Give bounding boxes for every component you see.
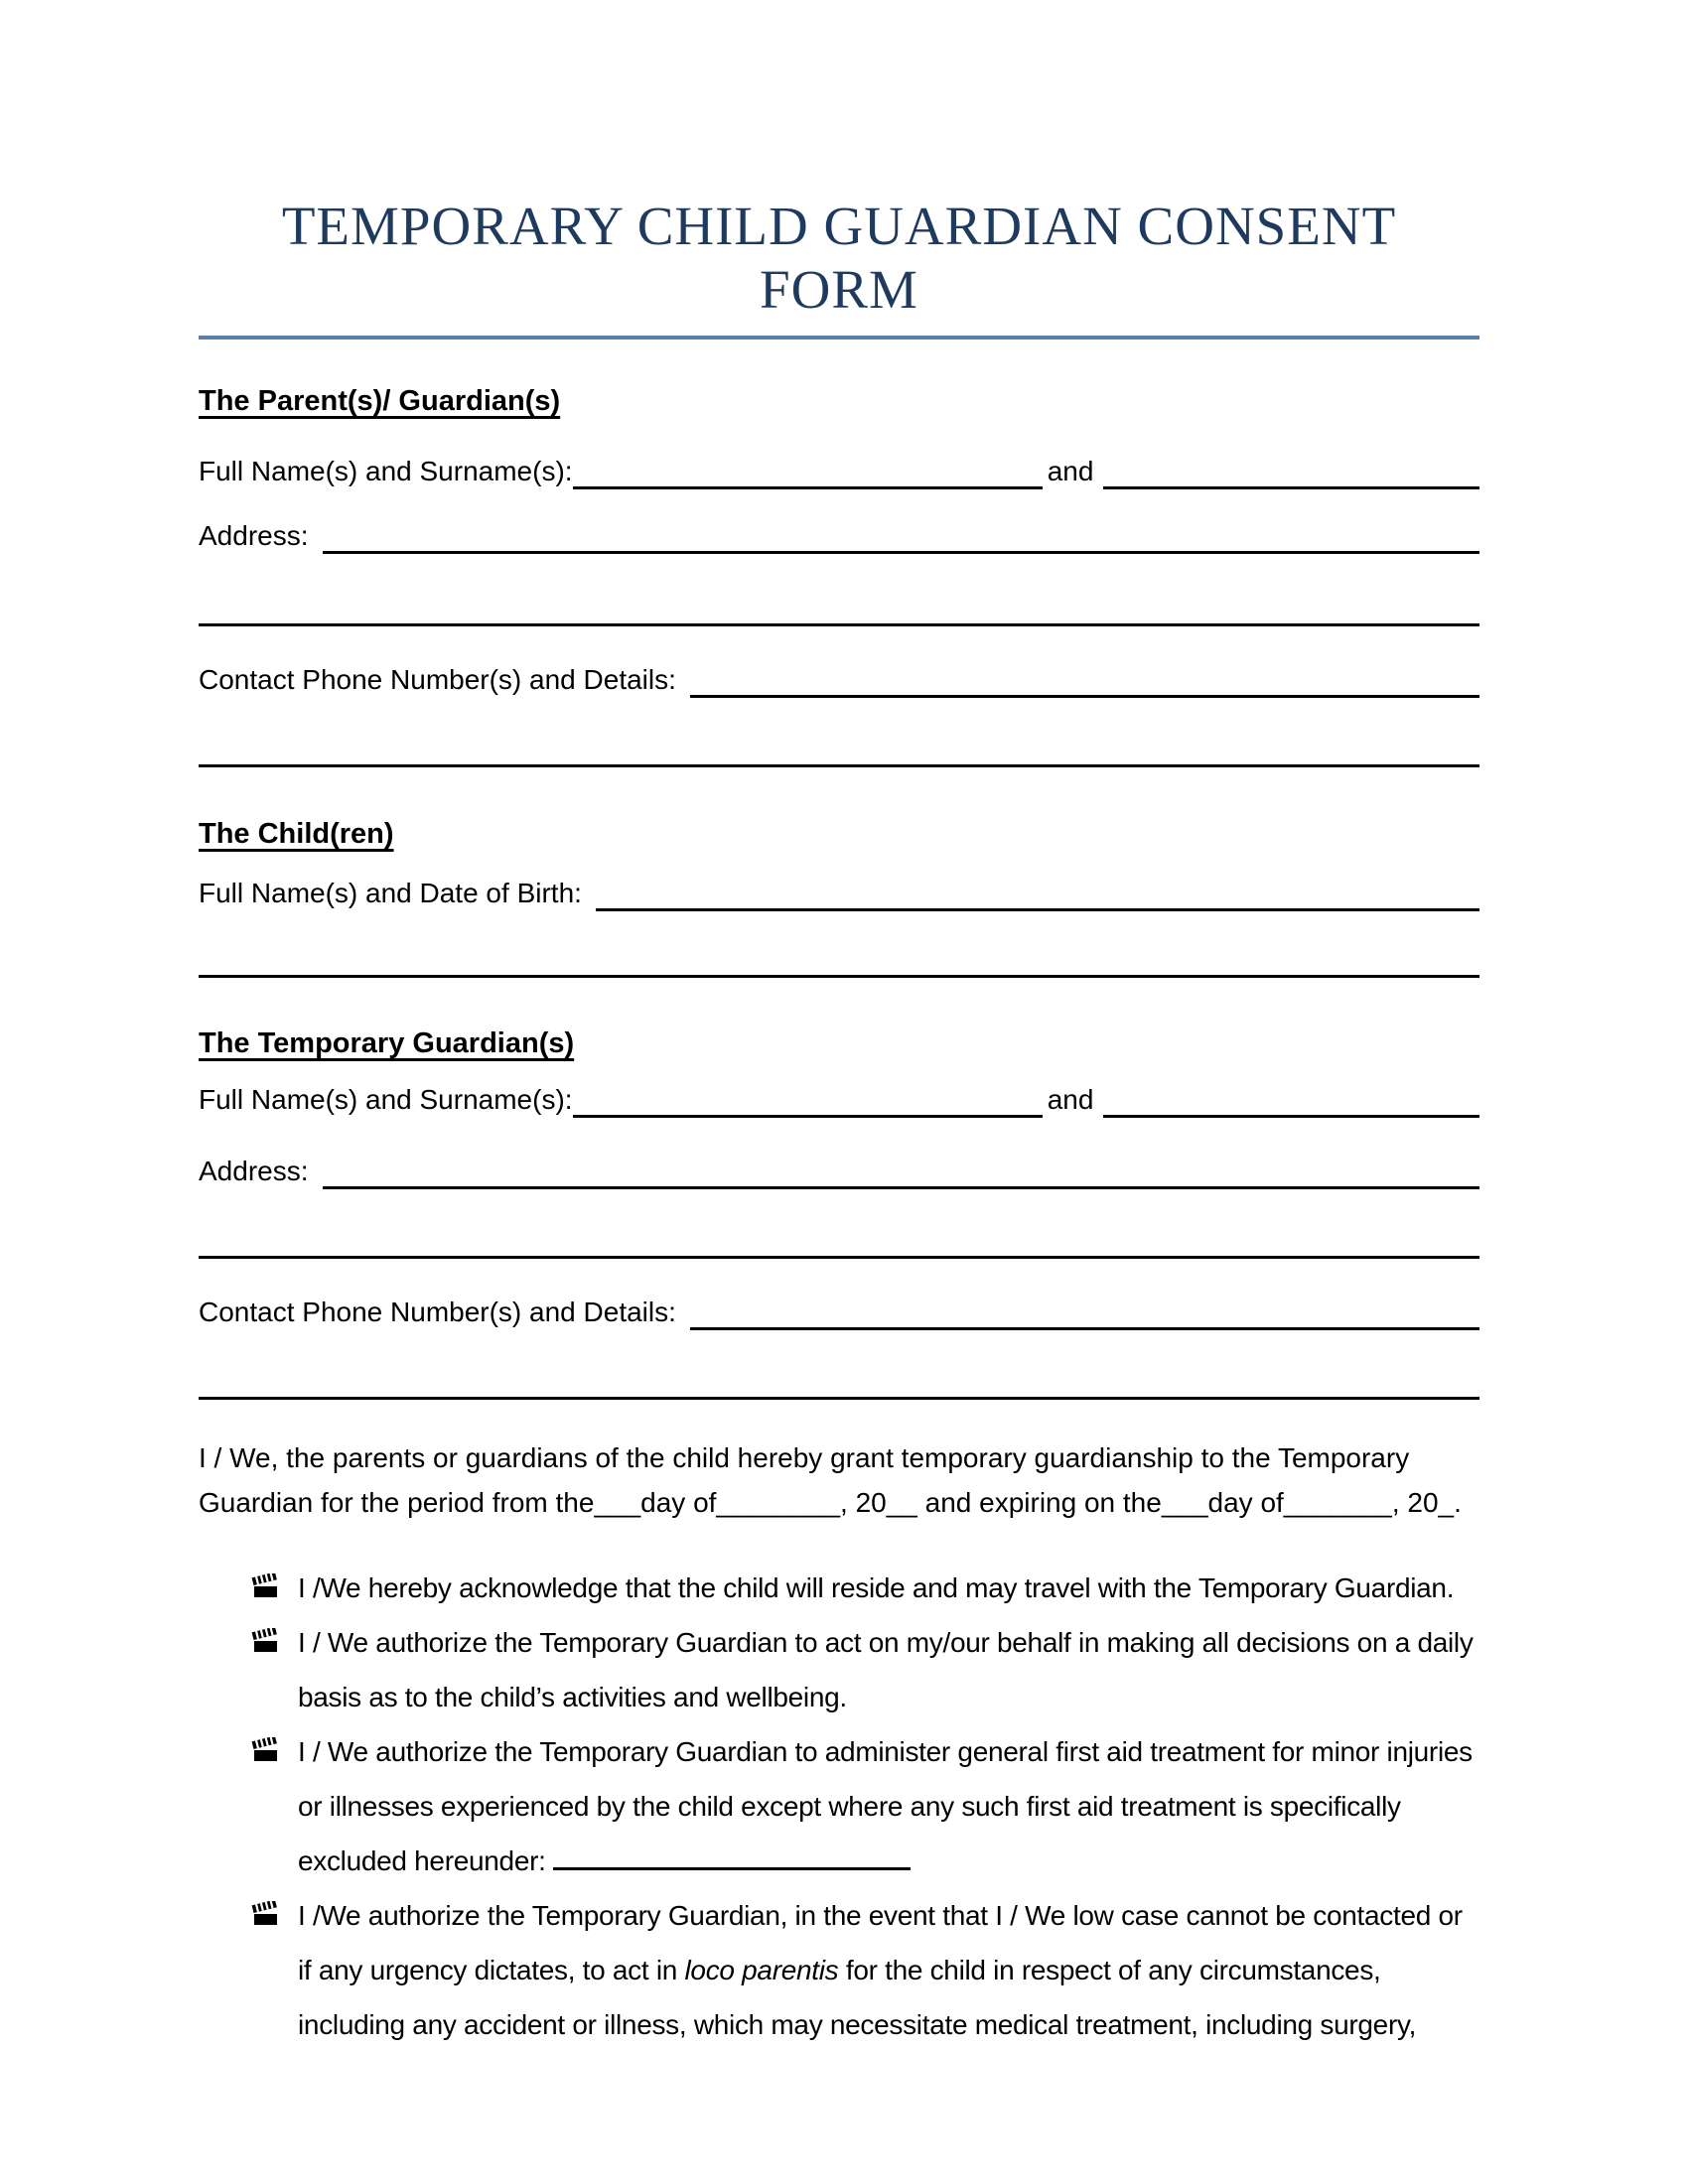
parents-address-label: Address: xyxy=(199,520,309,551)
document-content xyxy=(199,0,1479,2052)
clapperboard-bullet-icon xyxy=(251,1573,281,1601)
guardian-fullname-label: Full Name(s) and Surname(s): xyxy=(199,1084,573,1115)
guardian-fullname-row xyxy=(199,1080,1479,1118)
page-title: TEMPORARY CHILD GUARDIAN CONSENT FORM xyxy=(199,195,1479,340)
list-item-reside-travel xyxy=(298,1561,1479,1615)
parents-contact-continuation-line[interactable] xyxy=(199,764,1479,767)
child-name-dob-label: Full Name(s) and Date of Birth: xyxy=(199,878,582,908)
guardian-address-label: Address: xyxy=(199,1156,309,1186)
parents-contact-blank[interactable] xyxy=(690,660,1479,698)
child-name-dob-row xyxy=(199,874,1479,911)
parents-fullname-blank-2[interactable] xyxy=(1103,452,1479,489)
list-item-loco-parentis xyxy=(298,1888,1479,2052)
parents-address-row xyxy=(199,516,1479,554)
parents-and-label: and xyxy=(1047,456,1094,486)
clapperboard-bullet-icon xyxy=(251,1901,281,1929)
parents-address-blank[interactable] xyxy=(323,516,1480,554)
guardian-address-continuation-line[interactable] xyxy=(199,1256,1479,1259)
guardian-fullname-blank-1[interactable] xyxy=(573,1080,1043,1118)
guardian-contact-row xyxy=(199,1293,1479,1330)
guardian-contact-continuation-line[interactable] xyxy=(199,1397,1479,1400)
child-name-dob-blank[interactable] xyxy=(596,874,1479,911)
list-item-text: I / We authorize the Temporary Guardian to act on my/our behalf in making all decisions on a daily basis as to the child’s activities and wellbeing. xyxy=(298,1627,1474,1712)
parents-contact-row xyxy=(199,660,1479,698)
authorization-list xyxy=(199,1561,1479,2052)
child-name-dob-continuation-line[interactable] xyxy=(199,975,1479,978)
first-aid-exclusion-blank[interactable] xyxy=(553,1846,911,1870)
parents-fullname-blank-1[interactable] xyxy=(573,452,1043,489)
list-item-text-pre: I /We authorize the Temporary Guardian, in the event that I / We low case cannot be contacted or if any urgency dictates, to act in xyxy=(298,1900,1463,1985)
clapperboard-bullet-icon xyxy=(251,1628,281,1656)
guardian-address-row xyxy=(199,1152,1479,1189)
list-item-text-post: for the child in respect of any circumstances, including any accident or illness, which may necessitate medical treatment, including surgery, xyxy=(298,1955,1417,2040)
parents-fullname-row xyxy=(199,452,1479,489)
list-item-text: I /We hereby acknowledge that the child will reside and may travel with the Temporary Guardian. xyxy=(298,1572,1455,1603)
guardian-contact-label: Contact Phone Number(s) and Details: xyxy=(199,1297,676,1327)
clapperboard-bullet-icon xyxy=(251,1737,281,1765)
guardian-address-blank[interactable] xyxy=(323,1152,1480,1189)
grant-guardianship-paragraph: I / We, the parents or guardians of the child hereby grant temporary guardianship to the Temporary Guardian for the period from the___day of________, 20__ and expiring on the___day of_______, 20_. xyxy=(199,1442,1462,1518)
guardian-and-label: and xyxy=(1047,1084,1094,1115)
parents-address-continuation-line[interactable] xyxy=(199,623,1479,626)
list-item-first-aid xyxy=(298,1724,1479,1888)
section-heading-parents: The Parent(s)/ Guardian(s) xyxy=(199,385,561,417)
section-heading-child: The Child(ren) xyxy=(199,818,394,850)
loco-parentis-italic: loco parentis xyxy=(684,1955,839,1985)
guardian-fullname-blank-2[interactable] xyxy=(1103,1080,1479,1118)
parents-contact-label: Contact Phone Number(s) and Details: xyxy=(199,664,676,695)
list-item-daily-decisions xyxy=(298,1615,1479,1724)
section-heading-temporary-guardian: The Temporary Guardian(s) xyxy=(199,1027,575,1059)
parents-fullname-label: Full Name(s) and Surname(s): xyxy=(199,456,573,486)
guardian-contact-blank[interactable] xyxy=(690,1293,1479,1330)
list-item-text: I / We authorize the Temporary Guardian to administer general first aid treatment for minor injuries or illnesses experienced by the child except where any such first aid treatment is specifically excluded hereunder: xyxy=(298,1736,1473,1876)
